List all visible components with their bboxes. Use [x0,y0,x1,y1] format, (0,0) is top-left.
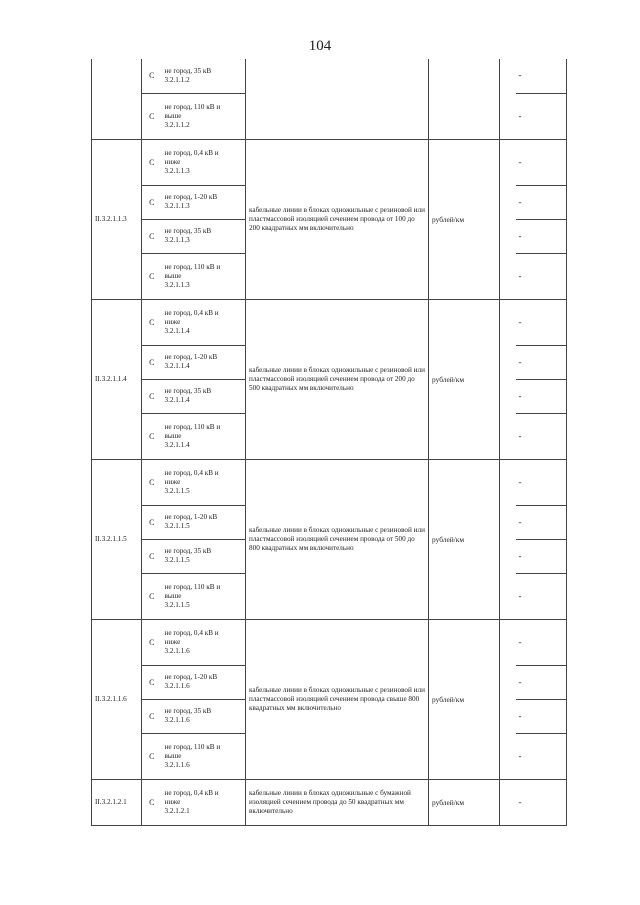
voltage-level-cell [162,779,246,825]
unit-cell [429,59,500,139]
rate-value: - [516,219,567,253]
voltage-level-cell [162,185,246,219]
row-code: II.3.2.1.1.4 [92,299,142,459]
voltage-level-line: выше [164,271,182,280]
voltage-level-line: 3.2.1.1.5 [164,556,190,564]
voltage-level-line: выше [164,431,182,440]
rate-value: - [516,345,567,379]
table-row [92,619,567,665]
cable-description: кабельные линии в блоках одножильные с бумажной изоляцией сечением провода до 50 квадратных мм включительно [246,779,429,825]
voltage-level-line: не город, 110 кВ и [164,742,221,751]
voltage-level-cell [162,733,246,779]
category-mark: С [142,779,162,825]
rate-value: - [516,59,567,93]
voltage-level-line: ниже [164,637,181,646]
voltage-level-line: 3.2.1.2.1 [164,806,190,815]
category-mark: С [142,139,162,185]
category-mark: С [142,345,162,379]
category-mark: С [142,219,162,253]
voltage-level-cell [162,379,246,413]
voltage-level-line: не город, 35 кВ [164,227,212,235]
voltage-level-cell [162,299,246,345]
voltage-level-line: ниже [164,477,181,486]
voltage-level-line: 3.2.1.1.3 [164,236,190,244]
spacer-cell [500,779,516,825]
voltage-level-cell [162,413,246,459]
voltage-level-line: не город, 35 кВ [164,66,212,75]
tariff-table [91,59,567,826]
voltage-level-line: не город, 0,4 кВ и [164,788,219,797]
table-row [92,299,567,345]
unit-cell: рублей/км [429,779,500,825]
voltage-level-line: выше [164,751,182,760]
voltage-level-cell [162,619,246,665]
category-mark: С [142,413,162,459]
voltage-level-line: не город, 35 кВ [164,387,212,395]
voltage-level-line: 3.2.1.1.4 [164,396,190,404]
voltage-level-line: 3.2.1.1.4 [164,440,190,449]
voltage-level-line: 3.2.1.1.6 [164,682,190,690]
voltage-level-line: 3.2.1.1.6 [164,646,190,655]
category-mark: С [142,619,162,665]
table-row [92,459,567,505]
voltage-level-cell [162,139,246,185]
table-row [92,779,567,825]
voltage-level-line: не город, 110 кВ и [164,582,221,591]
voltage-level-line: 3.2.1.1.3 [164,280,190,289]
voltage-level-line: не город, 1-20 кВ [164,673,218,681]
rate-value: - [516,253,567,299]
category-mark: С [142,93,162,139]
table-row [92,59,567,93]
rate-value: - [516,413,567,459]
voltage-level-line: не город, 35 кВ [164,707,212,715]
voltage-level-line: 3.2.1.1.2 [164,120,190,129]
category-mark: С [142,665,162,699]
category-mark: С [142,505,162,539]
cable-description: кабельные линии в блоках одножильные с резиновой или пластмассовой изоляцией сечением провода от 200 до 500 квадратных мм включительно [246,299,429,459]
rate-value: - [516,573,567,619]
row-code: II.3.2.1.2.1 [92,779,142,825]
voltage-level-cell [162,573,246,619]
rate-value: - [516,539,567,573]
spacer-cell [500,619,516,779]
voltage-level-line: не город, 110 кВ и [164,422,221,431]
table-row [92,139,567,185]
voltage-level-cell [162,59,246,93]
category-mark: С [142,539,162,573]
rate-value: - [516,699,567,733]
voltage-level-cell [162,93,246,139]
category-mark: С [142,59,162,93]
voltage-level-line: выше [164,591,182,600]
voltage-level-line: не город, 35 кВ [164,547,212,555]
rate-value: - [516,459,567,505]
rate-value: - [516,505,567,539]
category-mark: С [142,299,162,345]
spacer-cell [500,459,516,619]
voltage-level-line: 3.2.1.1.6 [164,760,190,769]
page-number: 104 [308,38,332,54]
voltage-level-cell [162,699,246,733]
voltage-level-line: не город, 110 кВ и [164,102,221,111]
unit-cell: рублей/км [429,299,500,459]
voltage-level-line: 3.2.1.1.2 [164,75,190,84]
voltage-level-line: не город, 110 кВ и [164,262,221,271]
voltage-level-line: 3.2.1.1.6 [164,716,190,724]
voltage-level-line: ниже [164,157,181,166]
row-code: II.3.2.1.1.6 [92,619,142,779]
tariff-table-body [92,59,567,825]
category-mark: С [142,185,162,219]
voltage-level-line: не город, 1-20 кВ [164,513,218,521]
voltage-level-line: 3.2.1.1.4 [164,362,190,370]
category-mark: С [142,733,162,779]
voltage-level-cell [162,345,246,379]
rate-value: - [516,185,567,219]
spacer-cell [500,139,516,299]
rate-value: - [516,299,567,345]
category-mark: С [142,253,162,299]
voltage-level-line: 3.2.1.1.5 [164,600,190,609]
row-code [92,59,142,139]
voltage-level-line: ниже [164,317,181,326]
voltage-level-cell [162,539,246,573]
rate-value: - [516,139,567,185]
unit-cell: рублей/км [429,139,500,299]
voltage-level-line: 3.2.1.1.3 [164,166,190,175]
rate-value: - [516,779,567,825]
unit-cell: рублей/км [429,459,500,619]
row-code: II.3.2.1.1.5 [92,459,142,619]
voltage-level-line: 3.2.1.1.4 [164,326,190,335]
voltage-level-line: не город, 0,4 кВ и [164,468,219,477]
voltage-level-line: не город, 1-20 кВ [164,193,218,201]
voltage-level-line: не город, 0,4 кВ и [164,628,219,637]
voltage-level-line: 3.2.1.1.5 [164,522,190,530]
cable-description: кабельные линии в блоках одножильные с резиновой или пластмассовой изоляцией сечением провода от 100 до 200 квадратных мм включительно [246,139,429,299]
row-code: II.3.2.1.1.3 [92,139,142,299]
voltage-level-line: не город, 0,4 кВ и [164,308,219,317]
category-mark: С [142,699,162,733]
voltage-level-cell [162,665,246,699]
unit-cell: рублей/км [429,619,500,779]
voltage-level-line: 3.2.1.1.5 [164,486,190,495]
category-mark: С [142,459,162,505]
voltage-level-line: 3.2.1.1.3 [164,202,190,210]
voltage-level-cell [162,253,246,299]
rate-value: - [516,665,567,699]
voltage-level-line: не город, 1-20 кВ [164,353,218,361]
rate-value: - [516,619,567,665]
voltage-level-line: не город, 0,4 кВ и [164,148,219,157]
cable-description: кабельные линии в блоках одножильные с резиновой или пластмассовой изоляцией сечением провода от 500 до 800 квадратных мм включительно [246,459,429,619]
voltage-level-cell [162,219,246,253]
spacer-cell [500,59,516,139]
rate-value: - [516,379,567,413]
cable-description [246,59,429,139]
voltage-level-line: выше [164,111,182,120]
cable-description: кабельные линии в блоках одножильные с резиновой или пластмассовой изоляцией сечением провода свыше 800 квадратных мм включительно [246,619,429,779]
voltage-level-cell [162,505,246,539]
rate-value: - [516,733,567,779]
spacer-cell [500,299,516,459]
voltage-level-line: ниже [164,797,181,806]
voltage-level-cell [162,459,246,505]
rate-value: - [516,93,567,139]
category-mark: С [142,573,162,619]
category-mark: С [142,379,162,413]
